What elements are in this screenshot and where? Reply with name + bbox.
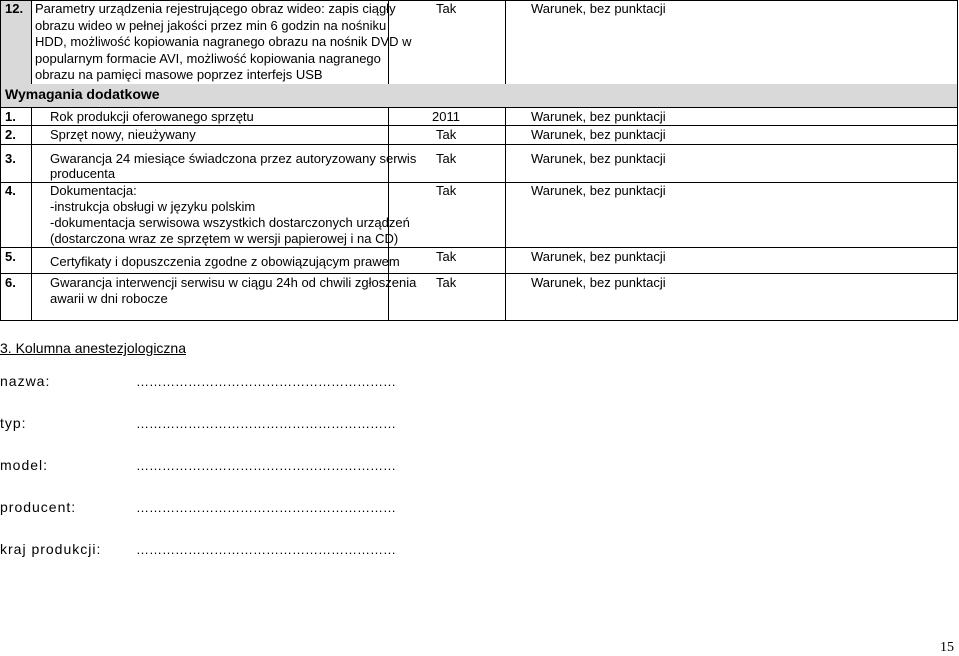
row-condition: Warunek, bez punktacji	[531, 127, 666, 142]
row-description-line: Sprzęt nowy, nieużywany	[50, 127, 196, 142]
section-3-title: 3. Kolumna anestezjologiczna	[0, 340, 187, 356]
row-condition: Warunek, bez punktacji	[531, 109, 666, 124]
row-number: 1.	[5, 109, 16, 124]
field-value-kraj-produkcji: ……………………………………………………	[136, 542, 396, 557]
row-number: 12.	[5, 1, 24, 16]
field-label-producent: producent:	[0, 499, 77, 515]
row-description-line: Rok produkcji oferowanego sprzętu	[50, 109, 254, 124]
table-border	[0, 247, 958, 248]
row-value: Tak	[436, 151, 457, 166]
row-value: Tak	[436, 183, 457, 198]
row-condition: Warunek, bez punktacji	[531, 183, 666, 198]
row-value: Tak	[436, 1, 457, 16]
row-description-line: popularnym formacie AVI, możliwość kopiowania nagranego	[35, 50, 381, 66]
row-number: 3.	[5, 151, 16, 166]
row-description-line: Gwarancja interwencji serwisu w ciągu 24h od chwili zgłoszenia	[50, 275, 417, 290]
field-label-kraj-produkcji: kraj produkcji:	[0, 541, 102, 557]
table-border	[505, 0, 506, 84]
row-condition: Warunek, bez punktacji	[531, 151, 666, 166]
row-description-line: obrazu wideo w pełnej jakości przez min 6 godzin na nośniku	[35, 17, 387, 33]
row-number: 2.	[5, 127, 16, 142]
table-border	[957, 0, 958, 321]
row-condition: Warunek, bez punktacji	[531, 275, 666, 290]
row-number: 4.	[5, 183, 16, 198]
row-description-line: (dostarczona wraz ze sprzętem w wersji papierowej i na CD)	[50, 231, 399, 246]
field-value-typ: ……………………………………………………	[136, 416, 396, 431]
table-border	[31, 107, 32, 321]
row-value: Tak	[436, 127, 457, 142]
row-description-line: obrazu na pamięci masowe poprzez interfejs USB	[35, 67, 323, 82]
row-value: Tak	[436, 249, 457, 264]
table-border	[0, 144, 958, 145]
table-border	[0, 107, 958, 108]
table-border	[0, 182, 958, 183]
row-description-line: Parametry urządzenia rejestrującego obraz wideo: zapis ciągły	[35, 1, 396, 16]
table-border	[31, 0, 32, 84]
row-description-line: producenta	[50, 166, 116, 181]
row-description-line: Gwarancja 24 miesiące świadczona przez autoryzowany serwis	[50, 151, 417, 166]
row-description-line: Dokumentacja:	[50, 183, 137, 198]
field-label-typ: typ:	[0, 415, 27, 431]
row-number: 5.	[5, 249, 16, 264]
field-value-nazwa: ……………………………………………………	[136, 374, 396, 389]
field-label-nazwa: nazwa:	[0, 373, 51, 389]
table-border	[0, 125, 958, 126]
table-border	[0, 0, 1, 321]
row-description-line: Certyfikaty i dopuszczenia zgodne z obowiązującym prawem	[50, 254, 400, 269]
table-border	[0, 273, 958, 274]
page-number: 15	[940, 640, 954, 655]
field-value-producent: ……………………………………………………	[136, 500, 396, 515]
row-value: Tak	[436, 275, 457, 290]
row-description-line: -dokumentacja serwisowa wszystkich dostarczonych urządzeń	[50, 215, 410, 230]
row-value: 2011	[432, 109, 460, 124]
row-number: 6.	[5, 275, 16, 290]
table-border	[505, 107, 506, 321]
row-condition: Warunek, bez punktacji	[531, 1, 666, 16]
field-label-model: model:	[0, 457, 49, 473]
row-description-line: HDD, możliwość kopiowania nagranego obrazu na nośnik DVD w	[35, 34, 412, 49]
table-border	[0, 320, 958, 321]
row-condition: Warunek, bez punktacji	[531, 249, 666, 264]
section-header: Wymagania dodatkowe	[5, 86, 160, 102]
row-description-line: -instrukcja obsługi w języku polskim	[50, 199, 256, 214]
row-description-line: awarii w dni robocze	[50, 291, 168, 306]
field-value-model: ……………………………………………………	[136, 458, 396, 473]
